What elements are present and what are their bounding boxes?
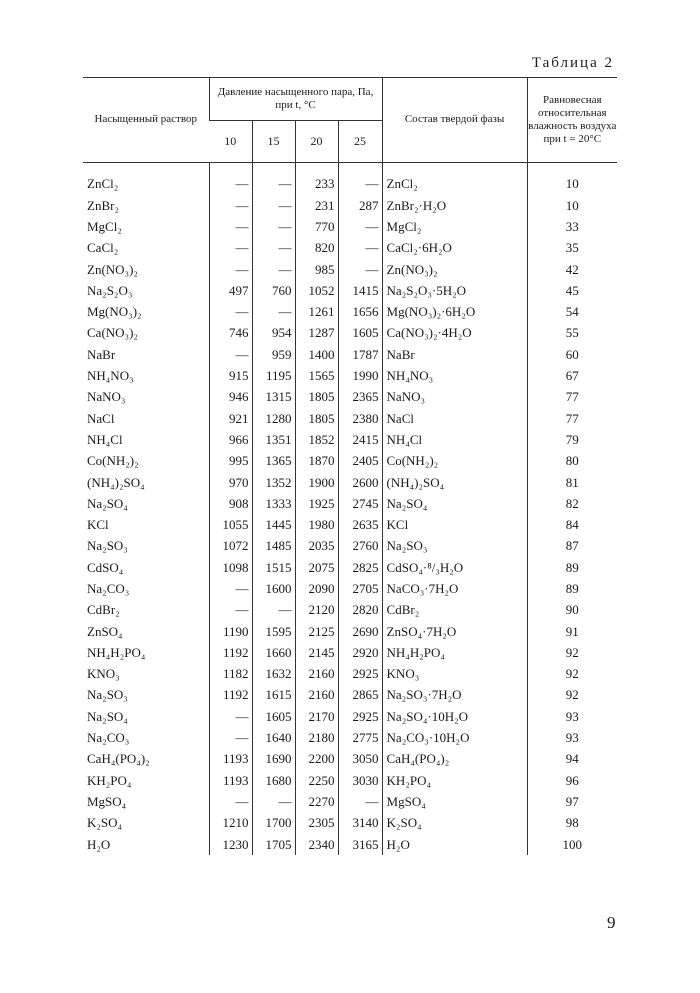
cell-solution: Na₂SO₃ xyxy=(87,687,128,703)
cell-humidity: 90 xyxy=(527,600,617,621)
cell-solid-phase: KH₂PO₄ xyxy=(382,770,527,791)
cell-solution: Co(NH₂)₂ xyxy=(87,453,139,469)
cell-pressure-25: 1605 xyxy=(338,323,382,344)
cell-solution: ZnCl₂ xyxy=(87,176,119,191)
cell-solid-phase: NH₄H₂PO₄ xyxy=(382,642,527,663)
cell-solution: H₂O xyxy=(87,836,111,852)
cell-solution: KCl xyxy=(87,517,109,533)
cell-pressure-10: 946 xyxy=(209,387,252,408)
table-row xyxy=(83,365,617,386)
cell-pressure-15: 1700 xyxy=(252,813,295,834)
vapor-pressure-table xyxy=(83,77,617,855)
cell-solution: KNO₃ xyxy=(87,666,120,682)
cell-pressure-15: 1632 xyxy=(252,664,295,685)
cell-solid-phase: CaH₄(PO₄)₂ xyxy=(382,749,527,770)
table-row xyxy=(83,323,617,344)
table-row xyxy=(83,600,617,621)
cell-solid-phase: MgSO₄ xyxy=(382,791,527,812)
cell-solid-phase: Mg(NO₃)₂·6H₂O xyxy=(382,301,527,322)
cell-pressure-15: 760 xyxy=(252,280,295,301)
cell-pressure-25: 3030 xyxy=(338,770,382,791)
table-row xyxy=(83,685,617,706)
cell-solution: Na₂SO₃ xyxy=(87,538,128,554)
cell-solid-phase: ZnSO₄·7H₂O xyxy=(382,621,527,642)
cell-solid-phase: Na₂SO₄ xyxy=(382,493,527,514)
table-row xyxy=(83,514,617,535)
cell-pressure-20: 2035 xyxy=(295,536,338,557)
cell-pressure-20: 231 xyxy=(295,195,338,216)
cell-solid-phase: Na₂CO₃·10H₂O xyxy=(382,727,527,748)
cell-pressure-15: 1690 xyxy=(252,749,295,770)
cell-pressure-10: 497 xyxy=(209,280,252,301)
table-row xyxy=(83,259,617,280)
cell-pressure-20: 770 xyxy=(295,216,338,237)
header-temp-15: 15 xyxy=(252,121,295,163)
cell-pressure-20: 2200 xyxy=(295,749,338,770)
header-pressure: Давление насыщенного пара, Па, при t, °C xyxy=(209,78,382,121)
cell-solution: CaCl₂ xyxy=(87,240,119,256)
cell-pressure-15: — xyxy=(252,301,295,322)
cell-pressure-10: — xyxy=(209,216,252,237)
cell-humidity: 10 xyxy=(527,163,617,196)
cell-humidity: 81 xyxy=(527,472,617,493)
cell-pressure-20: 1805 xyxy=(295,387,338,408)
table-row xyxy=(83,216,617,237)
header-temp-10: 10 xyxy=(209,121,252,163)
cell-solution: Na₂CO₃ xyxy=(87,580,130,596)
cell-humidity: 92 xyxy=(527,685,617,706)
page-number: 9 xyxy=(607,913,616,932)
cell-pressure-20: 2270 xyxy=(295,791,338,812)
cell-pressure-10: — xyxy=(209,259,252,280)
cell-pressure-10: 1190 xyxy=(209,621,252,642)
cell-pressure-10: — xyxy=(209,727,252,748)
header-solution: Насыщенный раствор xyxy=(94,113,197,126)
cell-humidity: 94 xyxy=(527,749,617,770)
cell-pressure-10: 915 xyxy=(209,365,252,386)
cell-pressure-15: 959 xyxy=(252,344,295,365)
cell-pressure-20: 985 xyxy=(295,259,338,280)
cell-solution: KH₂PO₄ xyxy=(87,772,132,788)
cell-humidity: 10 xyxy=(527,195,617,216)
table-row xyxy=(83,280,617,301)
cell-pressure-15: 1660 xyxy=(252,642,295,663)
header-temp-20: 20 xyxy=(295,121,338,163)
table-row xyxy=(83,664,617,685)
cell-pressure-25: 2825 xyxy=(338,557,382,578)
cell-pressure-10: 1192 xyxy=(209,685,252,706)
cell-pressure-15: 1485 xyxy=(252,536,295,557)
cell-solid-phase: MgCl₂ xyxy=(382,216,527,237)
cell-pressure-20: 1980 xyxy=(295,514,338,535)
cell-humidity: 89 xyxy=(527,557,617,578)
cell-solution: CdSO₄ xyxy=(87,559,124,575)
cell-pressure-25: 2925 xyxy=(338,664,382,685)
cell-solid-phase: KNO₃ xyxy=(382,664,527,685)
table-row xyxy=(83,557,617,578)
cell-pressure-15: — xyxy=(252,600,295,621)
cell-humidity: 97 xyxy=(527,791,617,812)
cell-solution: Na₂CO₃ xyxy=(87,730,130,746)
cell-humidity: 35 xyxy=(527,238,617,259)
cell-solid-phase: CaCl₂·6H₂O xyxy=(382,238,527,259)
cell-pressure-10: — xyxy=(209,600,252,621)
cell-pressure-20: 1805 xyxy=(295,408,338,429)
cell-solid-phase: Na₂SO₄·10H₂O xyxy=(382,706,527,727)
cell-pressure-20: 2250 xyxy=(295,770,338,791)
cell-pressure-25: 2920 xyxy=(338,642,382,663)
cell-pressure-20: 1925 xyxy=(295,493,338,514)
cell-pressure-15: 1605 xyxy=(252,706,295,727)
cell-solid-phase: Na₂S₂O₃·5H₂O xyxy=(382,280,527,301)
cell-pressure-15: 1595 xyxy=(252,621,295,642)
table-row xyxy=(83,472,617,493)
cell-pressure-25: 2925 xyxy=(338,706,382,727)
cell-pressure-20: 2180 xyxy=(295,727,338,748)
cell-pressure-25: — xyxy=(338,163,382,196)
cell-pressure-15: — xyxy=(252,791,295,812)
cell-pressure-15: 1365 xyxy=(252,451,295,472)
cell-solid-phase: KCl xyxy=(382,514,527,535)
cell-pressure-15: 1333 xyxy=(252,493,295,514)
cell-pressure-20: 1852 xyxy=(295,429,338,450)
cell-pressure-20: 2090 xyxy=(295,578,338,599)
cell-humidity: 79 xyxy=(527,429,617,450)
cell-humidity: 60 xyxy=(527,344,617,365)
cell-pressure-15: 1705 xyxy=(252,834,295,855)
table-row xyxy=(83,749,617,770)
cell-solid-phase: NaNO₃ xyxy=(382,387,527,408)
cell-pressure-20: 1900 xyxy=(295,472,338,493)
cell-pressure-15: — xyxy=(252,238,295,259)
cell-humidity: 77 xyxy=(527,387,617,408)
cell-pressure-25: 3165 xyxy=(338,834,382,855)
table-row xyxy=(83,621,617,642)
cell-pressure-10: 908 xyxy=(209,493,252,514)
cell-pressure-25: 2745 xyxy=(338,493,382,514)
cell-solid-phase: Co(NH₂)₂ xyxy=(382,451,527,472)
cell-pressure-20: 2075 xyxy=(295,557,338,578)
cell-pressure-25: 2600 xyxy=(338,472,382,493)
table-row xyxy=(83,791,617,812)
cell-pressure-20: 2120 xyxy=(295,600,338,621)
cell-humidity: 82 xyxy=(527,493,617,514)
cell-pressure-25: 2865 xyxy=(338,685,382,706)
table-row xyxy=(83,238,617,259)
cell-pressure-25: — xyxy=(338,259,382,280)
cell-pressure-15: — xyxy=(252,259,295,280)
cell-humidity: 98 xyxy=(527,813,617,834)
cell-pressure-10: — xyxy=(209,578,252,599)
table-row xyxy=(83,408,617,429)
cell-pressure-15: 1195 xyxy=(252,365,295,386)
cell-solid-phase: Ca(NO₃)₂·4H₂O xyxy=(382,323,527,344)
cell-pressure-20: 2305 xyxy=(295,813,338,834)
cell-solid-phase: CdSO₄·⁸/₃H₂O xyxy=(382,557,527,578)
cell-solid-phase: ZnBr₂·H₂O xyxy=(382,195,527,216)
cell-pressure-15: — xyxy=(252,216,295,237)
table-row xyxy=(83,493,617,514)
cell-pressure-15: 1515 xyxy=(252,557,295,578)
cell-pressure-10: 1182 xyxy=(209,664,252,685)
cell-humidity: 45 xyxy=(527,280,617,301)
cell-solid-phase: K₂SO₄ xyxy=(382,813,527,834)
table-row xyxy=(83,387,617,408)
cell-pressure-25: 2405 xyxy=(338,451,382,472)
cell-pressure-10: 970 xyxy=(209,472,252,493)
cell-solution: (NH₄)₂SO₄ xyxy=(87,474,145,490)
cell-pressure-10: — xyxy=(209,195,252,216)
cell-pressure-10: 1055 xyxy=(209,514,252,535)
cell-humidity: 77 xyxy=(527,408,617,429)
cell-pressure-10: — xyxy=(209,301,252,322)
table-row xyxy=(83,727,617,748)
cell-pressure-20: 233 xyxy=(295,163,338,196)
cell-pressure-25: 287 xyxy=(338,195,382,216)
cell-humidity: 100 xyxy=(527,834,617,855)
cell-solution: NH₄Cl xyxy=(87,431,123,447)
cell-pressure-25: — xyxy=(338,791,382,812)
table-header xyxy=(83,78,617,163)
cell-pressure-10: 995 xyxy=(209,451,252,472)
header-temp-25: 25 xyxy=(338,121,382,163)
cell-pressure-10: 921 xyxy=(209,408,252,429)
cell-solid-phase: NaCl xyxy=(382,408,527,429)
cell-humidity: 96 xyxy=(527,770,617,791)
cell-pressure-25: 2705 xyxy=(338,578,382,599)
cell-solid-phase: Na₂SO₃·7H₂O xyxy=(382,685,527,706)
cell-solution: CaH₄(PO₄)₂ xyxy=(87,751,150,767)
cell-solution: ZnSO₄ xyxy=(87,623,123,639)
table-row xyxy=(83,429,617,450)
table-row xyxy=(83,578,617,599)
cell-pressure-20: 2170 xyxy=(295,706,338,727)
cell-pressure-10: — xyxy=(209,344,252,365)
cell-pressure-25: 3140 xyxy=(338,813,382,834)
cell-solid-phase: NaBr xyxy=(382,344,527,365)
cell-solid-phase: ZnCl₂ xyxy=(382,163,527,196)
cell-solution: Zn(NO₃)₂ xyxy=(87,261,138,277)
cell-humidity: 93 xyxy=(527,706,617,727)
cell-humidity: 80 xyxy=(527,451,617,472)
cell-pressure-20: 2145 xyxy=(295,642,338,663)
cell-pressure-20: 1565 xyxy=(295,365,338,386)
cell-pressure-25: 2820 xyxy=(338,600,382,621)
table-row xyxy=(83,301,617,322)
cell-humidity: 89 xyxy=(527,578,617,599)
cell-pressure-25: 1990 xyxy=(338,365,382,386)
cell-pressure-15: 1352 xyxy=(252,472,295,493)
cell-pressure-10: 1192 xyxy=(209,642,252,663)
cell-solution: ZnBr₂ xyxy=(87,197,119,213)
table-row xyxy=(83,813,617,834)
cell-humidity: 92 xyxy=(527,664,617,685)
cell-pressure-20: 2160 xyxy=(295,664,338,685)
cell-solution: K₂SO₄ xyxy=(87,815,123,831)
header-humidity: Равновесная относительная влажность воздуха при t = 20°C xyxy=(527,78,617,163)
cell-pressure-15: — xyxy=(252,195,295,216)
cell-pressure-25: 1656 xyxy=(338,301,382,322)
table-row xyxy=(83,195,617,216)
cell-solid-phase: H₂O xyxy=(382,834,527,855)
cell-pressure-10: — xyxy=(209,706,252,727)
cell-pressure-15: 1315 xyxy=(252,387,295,408)
cell-pressure-15: 1640 xyxy=(252,727,295,748)
cell-pressure-25: 2760 xyxy=(338,536,382,557)
cell-solution: Na₂SO₄ xyxy=(87,495,128,511)
table-row xyxy=(83,642,617,663)
cell-pressure-20: 2340 xyxy=(295,834,338,855)
cell-pressure-15: 1615 xyxy=(252,685,295,706)
cell-solution: CdBr₂ xyxy=(87,602,120,618)
cell-solution: Na₂S₂O₃ xyxy=(87,282,133,298)
cell-solid-phase: NH₄Cl xyxy=(382,429,527,450)
cell-solution: NaNO₃ xyxy=(87,389,126,405)
cell-pressure-25: 2775 xyxy=(338,727,382,748)
cell-pressure-20: 1287 xyxy=(295,323,338,344)
cell-solution: MgCl₂ xyxy=(87,218,122,234)
cell-pressure-25: 2380 xyxy=(338,408,382,429)
cell-solution: NH₄NO₃ xyxy=(87,368,134,384)
table-row xyxy=(83,344,617,365)
cell-pressure-25: — xyxy=(338,238,382,259)
table-row xyxy=(83,163,617,196)
cell-pressure-10: 1210 xyxy=(209,813,252,834)
cell-humidity: 67 xyxy=(527,365,617,386)
cell-pressure-20: 2125 xyxy=(295,621,338,642)
cell-pressure-10: 966 xyxy=(209,429,252,450)
cell-solution: Mg(NO₃)₂ xyxy=(87,304,142,320)
cell-humidity: 54 xyxy=(527,301,617,322)
table-row xyxy=(83,451,617,472)
cell-pressure-15: 1445 xyxy=(252,514,295,535)
cell-humidity: 92 xyxy=(527,642,617,663)
cell-pressure-20: 1261 xyxy=(295,301,338,322)
cell-solution: MgSO₄ xyxy=(87,793,127,809)
cell-pressure-20: 1052 xyxy=(295,280,338,301)
cell-pressure-25: 3050 xyxy=(338,749,382,770)
cell-pressure-25: — xyxy=(338,216,382,237)
table-row xyxy=(83,834,617,855)
cell-pressure-15: 954 xyxy=(252,323,295,344)
cell-solid-phase: Na₂SO₃ xyxy=(382,536,527,557)
cell-pressure-25: 2415 xyxy=(338,429,382,450)
cell-solid-phase: Zn(NO₃)₂ xyxy=(382,259,527,280)
cell-solution: NaCl xyxy=(87,410,115,426)
cell-pressure-15: 1600 xyxy=(252,578,295,599)
cell-pressure-20: 820 xyxy=(295,238,338,259)
cell-solution: Ca(NO₃)₂ xyxy=(87,325,138,341)
cell-pressure-15: — xyxy=(252,163,295,196)
cell-pressure-20: 2160 xyxy=(295,685,338,706)
cell-pressure-25: 2365 xyxy=(338,387,382,408)
cell-pressure-10: — xyxy=(209,238,252,259)
cell-humidity: 42 xyxy=(527,259,617,280)
cell-pressure-10: — xyxy=(209,163,252,196)
cell-pressure-25: 1415 xyxy=(338,280,382,301)
header-phase: Состав твердой фазы xyxy=(382,78,527,163)
cell-solid-phase: NaCO₃·7H₂O xyxy=(382,578,527,599)
cell-solid-phase: CdBr₂ xyxy=(382,600,527,621)
cell-pressure-20: 1400 xyxy=(295,344,338,365)
cell-pressure-10: 1230 xyxy=(209,834,252,855)
cell-solution: NaBr xyxy=(87,346,116,362)
cell-humidity: 55 xyxy=(527,323,617,344)
cell-solid-phase: NH₄NO₃ xyxy=(382,365,527,386)
cell-solution: Na₂SO₄ xyxy=(87,708,128,724)
table-row xyxy=(83,770,617,791)
cell-pressure-10: 746 xyxy=(209,323,252,344)
table-row xyxy=(83,536,617,557)
cell-pressure-10: — xyxy=(209,791,252,812)
cell-pressure-25: 1787 xyxy=(338,344,382,365)
cell-pressure-15: 1280 xyxy=(252,408,295,429)
cell-solution: NH₄H₂PO₄ xyxy=(87,644,146,660)
cell-humidity: 33 xyxy=(527,216,617,237)
cell-humidity: 87 xyxy=(527,536,617,557)
cell-humidity: 93 xyxy=(527,727,617,748)
table-row xyxy=(83,706,617,727)
cell-pressure-10: 1193 xyxy=(209,749,252,770)
cell-pressure-20: 1870 xyxy=(295,451,338,472)
cell-pressure-25: 2635 xyxy=(338,514,382,535)
cell-pressure-15: 1351 xyxy=(252,429,295,450)
cell-pressure-10: 1098 xyxy=(209,557,252,578)
table-body xyxy=(83,163,617,856)
cell-humidity: 91 xyxy=(527,621,617,642)
cell-pressure-10: 1072 xyxy=(209,536,252,557)
cell-humidity: 84 xyxy=(527,514,617,535)
cell-pressure-10: 1193 xyxy=(209,770,252,791)
table-label: Таблица 2 xyxy=(531,55,614,71)
cell-pressure-25: 2690 xyxy=(338,621,382,642)
cell-solid-phase: (NH₄)₂SO₄ xyxy=(382,472,527,493)
cell-pressure-15: 1680 xyxy=(252,770,295,791)
